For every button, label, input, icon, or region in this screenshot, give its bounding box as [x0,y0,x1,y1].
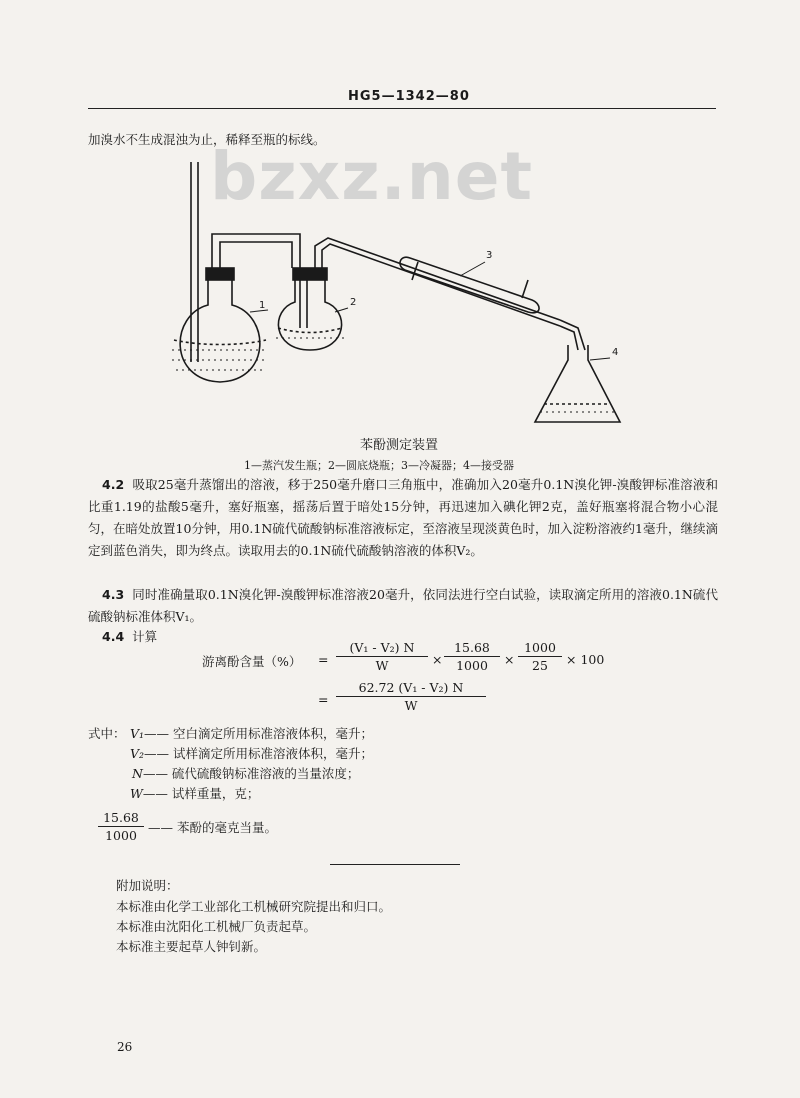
formula-equals-1: = [318,652,329,667]
page-number: 26 [117,1040,133,1054]
times-sign: × [504,652,515,667]
section-number: 4.4 [102,629,125,644]
figure-label-3: 3 [486,250,493,261]
description: —— 试样重量，克； [142,786,260,801]
denominator: W [404,698,418,713]
definition-w [130,784,259,804]
description: —— 试样滴定所用标准溶液体积，毫升； [144,746,374,761]
fraction-v-diff-over-w [336,640,428,673]
definition-v2 [130,744,373,764]
section-4-2 [88,474,718,562]
formula-equals-2: = [318,692,329,707]
notes-title: 附加说明： [116,878,179,893]
numerator: 1000 [524,640,556,655]
denominator: 25 [532,658,548,673]
stopper-2 [293,268,327,280]
section-text: 吸取25毫升蒸馏出的溶液，移于250毫升磨口三角瓶中，准确加入20毫升0.1N溴化钾-溴酸钾标准溶液和比重1.19的盐酸5毫升，塞好瓶塞，摇荡后置于暗处15分钟，再迅速加入碘化钾2克，盖好瓶塞将混合物小心混匀，在暗处放置10分钟，用0.1N硫代硫酸钠标准溶液标定，至溶液呈现淡黄色时，加入淀粉溶液约1毫升，继续滴定到蓝色消失，即为终点。读取用去的0.1N硫代硫酸钠溶液的体积V₂。 [88,477,718,558]
symbol: V₁ [130,726,145,741]
fraction-15-68-over-1000 [444,640,500,673]
section-number: 4.2 [102,477,125,492]
description: —— 硫代硫酸钠标准溶液的当量浓度； [142,766,360,781]
definition-n [132,764,359,784]
definition-fraction-desc: —— 苯酚的毫克当量。 [148,820,277,835]
numerator: 62.72 (V₁ - V₂) N [358,680,464,695]
denominator: W [375,658,389,673]
times-100: × 100 [566,652,605,667]
symbol: W [130,786,143,801]
figure-label-4: 4 [612,347,619,358]
formula-lhs: 游离酚含量（%） [202,654,302,669]
notes-separator [330,864,460,865]
numerator: 15.68 [454,640,490,655]
round-bottom-flask [278,280,341,350]
safety-tube [191,162,198,362]
intro-line: 加溴水不生成混浊为止，稀释至瓶的标线。 [88,132,326,147]
receiver-flask [535,345,620,422]
watermark: bzxz.net [210,138,534,215]
numerator: (V₁ - V₂) N [349,640,415,655]
fraction-1000-over-25 [518,640,562,673]
section-text: 计算 [132,629,158,644]
times-sign: × [432,652,443,667]
denominator: 1000 [105,828,137,843]
apparatus-diagram [160,150,630,430]
description: —— 空白滴定所用标准溶液体积，毫升； [144,726,374,741]
symbol: N [132,766,143,781]
steam-generator-flask [180,280,260,382]
section-number: 4.3 [102,587,125,602]
stopper-1 [206,268,234,280]
denominator: 1000 [456,658,488,673]
section-4-3 [88,584,718,628]
notes-line-2: 本标准由沈阳化工机械厂负责起草。 [116,919,317,934]
figure-caption: 苯酚测定装置 [360,438,439,453]
definition-v1 [130,724,373,744]
figure-legend: 1—蒸汽发生瓶；2—圆底烧瓶；3—冷凝器；4—接受器 [244,459,514,472]
definitions-lead: 式中： [88,726,126,741]
symbol: V₂ [130,746,145,761]
figure-label-1: 1 [259,300,266,311]
section-text: 同时准确量取0.1N溴化钾-溴酸钾标准溶液20毫升，依同法进行空白试验，读取滴定所用的溶液0.1N硫代硫酸钠标准体积V₁。 [88,587,719,624]
figure-label-2: 2 [350,297,357,308]
definition-fraction [98,810,144,843]
notes-line-1: 本标准由化学工业部化工机械研究院提出和归口。 [116,899,392,914]
header-rule [88,108,716,109]
notes-line-3: 本标准主要起草人钟钊新。 [116,939,267,954]
fraction-simplified [336,680,486,713]
standard-code-header: HG5—1342—80 [348,89,470,104]
numerator: 15.68 [103,810,139,825]
